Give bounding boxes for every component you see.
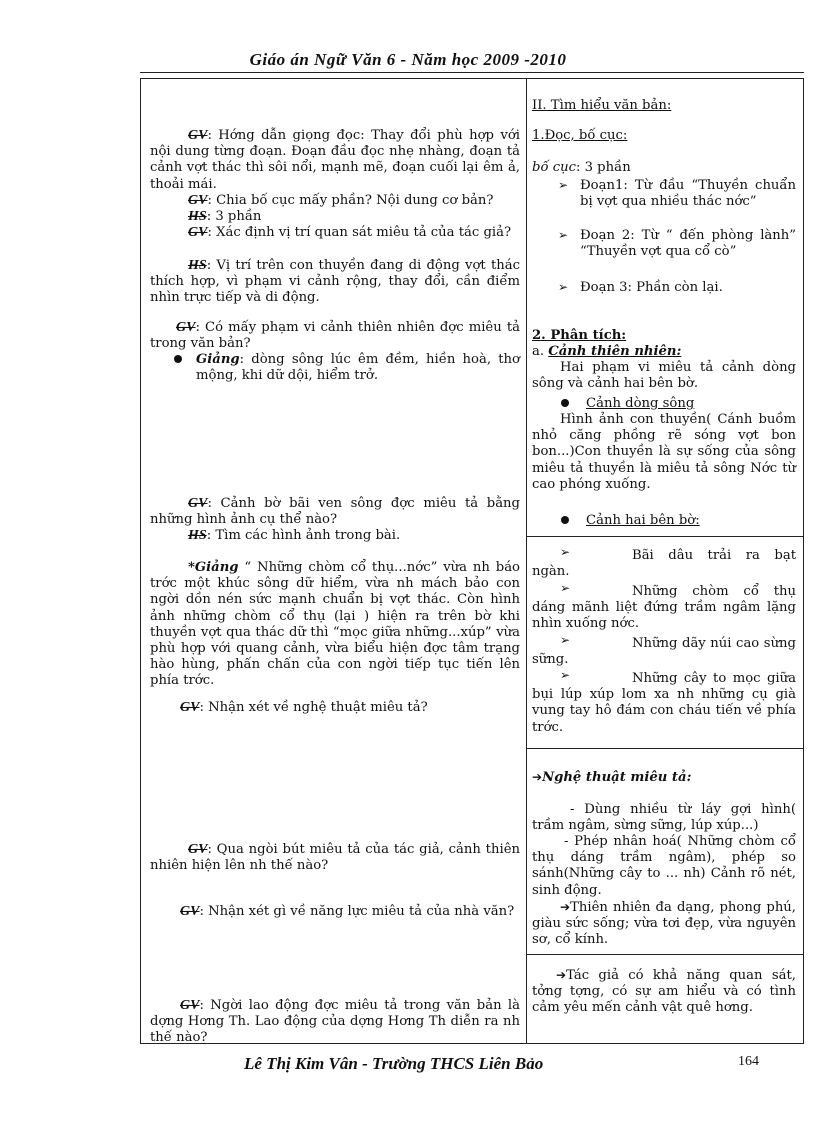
bullet-icon	[174, 355, 182, 363]
left-p7: GV: Cảnh bờ bãi ven sông đợc miêu tả bằng những hình ảnh cụ thể nào?	[150, 496, 520, 528]
arrow-right-icon: ➔	[532, 770, 543, 784]
nature-heading: a. Cảnh thiên nhiên:	[532, 344, 682, 359]
left-p11: GV: Nhận xét gì về năng lực miêu tả của nhà văn?	[180, 904, 515, 919]
column-divider	[526, 78, 527, 1044]
bullet-icon	[561, 399, 569, 407]
left-giang2: *Giảng “ Những chòm cổ thụ...nớc” vừa nh báo trớc một khúc sông dữ hiểm, vừa nh mách bảo con ngời dồn nén sức mạnh chuẩn bị vợt thác. Còn hình ảnh những chòm cổ thụ (lại ) hiện ra trên bờ khi thuyền vợt qua thác dữ thì “mọc giữa những...xúp” vừa phù hợp với quang cảnh, vừa biểu hiện đợc tâm trạng hào hùng, phấn chấn của con ngời tiếp tục tiến lên phía trớc.	[150, 560, 520, 689]
page-footer: Lê Thị Kim Vân - Trường THCS Liên Bảo	[244, 1054, 544, 1073]
bank-1: Bãi dâu trải ra bạt ngàn.	[532, 548, 796, 580]
arrow-bullet-icon: ➢	[558, 178, 569, 192]
left-p10: GV: Qua ngòi bút miêu tả của tác giả, cảnh thiên nhiên hiện lên nh thế nào?	[150, 842, 520, 874]
left-p2: GV: Chia bố cục mấy phần? Nội dung cơ bản?	[188, 193, 494, 208]
subsection-heading: 1.Đọc, bố cục:	[532, 128, 628, 143]
arrow-bullet-icon: ➢	[558, 280, 569, 294]
left-p6: GV: Có mấy phạm vi cảnh thiên nhiên đợc miêu tả trong văn bản?	[150, 320, 520, 352]
left-p1: GV: Hớng dẫn giọng đọc: Thay đổi phù hợp với nội dung từng đoạn. Đoạn đầu đọc nhẹ nhàng, đoạn tả cảnh vợt thác thì sôi nổi, mạnh mẽ, đoạn cuối lại êm ả, thoải mái.	[150, 128, 520, 192]
left-p3: HS: 3 phần	[188, 209, 262, 224]
page-header: Giáo án Ngữ Văn 6 - Năm học 2009 -2010	[249, 50, 567, 69]
left-giang1: Giảng: dòng sông lúc êm đềm, hiền hoà, thơ mộng, khi dữ dội, hiểm trở.	[196, 352, 520, 384]
art-1: - Dùng nhiều từ láy gợi hình( trầm ngâm, sừng sững, lúp xúp...)	[532, 802, 796, 834]
row-divider	[527, 954, 804, 955]
arrow-bullet-icon: ➢	[560, 545, 571, 559]
left-p5: HS: Vị trí trên con thuyền đang di động vợt thác thích hợp, vì phạm vi cảnh rộng, thay đổi, cần điểm nhìn trực tiếp và di động.	[150, 258, 520, 306]
arrow-bullet-icon: ➢	[560, 668, 571, 682]
row-divider	[527, 748, 804, 749]
arrow-right-icon: ➔	[556, 968, 567, 982]
row-divider	[527, 536, 804, 537]
art-3: ➔Thiên nhiên đa dạng, phong phú, giàu sức sống; vừa tơi đẹp, vừa nguyên sơ, cổ kính.	[532, 900, 796, 948]
bank-heading: Cảnh hai bên bờ:	[586, 513, 700, 528]
art-4: ➔Tác giả có khả năng quan sát, tởng tợng, có sự am hiểu và có tình cảm yêu mến cảnh vật quê hơng.	[532, 968, 796, 1016]
doan-3: Đoạn 3: Phần còn lại.	[580, 280, 723, 295]
river-text: Hình ảnh con thuyền( Cánh buồm nhỏ căng phồng rẽ sóng vợt bon bon...)Con thuyền là sự sống của sông miêu tả thuyền là miêu tả sông Nớc từ cao phóng xuống.	[532, 412, 796, 492]
doan-1: Đoạn1: Từ đầu “Thuyền chuẩn bị vợt qua nhiều thác nớc”	[580, 178, 796, 210]
gv-label: GV	[188, 128, 208, 143]
bank-2: Những chòm cổ thụ dáng mãnh liệt đứng trầm ngâm lặng nhìn xuống nớc.	[532, 584, 796, 632]
hs-label: HS	[188, 209, 207, 224]
art-heading: ➔Nghệ thuật miêu tả:	[532, 770, 692, 785]
left-p4: GV: Xác định vị trí quan sát miêu tả của tác giả?	[188, 225, 512, 240]
left-p12: GV: Ngời lao động đợc miêu tả trong văn bản là dợng Hơng Th. Lao động của dợng Hơng Th diễn ra nh thế nào?	[150, 998, 520, 1046]
arrow-bullet-icon: ➢	[558, 228, 569, 242]
left-p9: GV: Nhận xét về nghệ thuật miêu tả?	[180, 700, 428, 715]
arrow-right-icon: ➔	[560, 900, 571, 914]
arrow-bullet-icon: ➢	[560, 581, 571, 595]
bullet-icon	[561, 516, 569, 524]
analysis-heading: 2. Phân tích:	[532, 328, 627, 343]
arrow-bullet-icon: ➢	[560, 633, 571, 647]
bo-cuc: bố cục: 3 phần	[532, 160, 631, 175]
nature-text: Hai phạm vi miêu tả cảnh dòng sông và cảnh hai bên bờ.	[532, 360, 796, 392]
header-rule	[140, 72, 804, 73]
bank-4: Những cây to mọc giữa bụi lúp xúp lom xa nh những cụ già vung tay hô đám con cháu tiến về phía trớc.	[532, 671, 796, 735]
art-2: - Phép nhân hoá( Những chòm cổ thụ dáng trầm ngâm), phép so sánh(Những cây to ... nh) Cảnh rõ nét, sinh động.	[532, 834, 796, 898]
left-p8: HS: Tìm các hình ảnh trong bài.	[188, 528, 401, 543]
section-heading: II. Tìm hiểu văn bản:	[532, 98, 672, 113]
page-number: 164	[738, 1054, 759, 1069]
doan-2: Đoạn 2: Từ “ đến phòng lành” “Thuyền vợt qua cổ cò”	[580, 228, 796, 260]
river-heading: Cảnh dòng sông	[586, 396, 695, 411]
bank-3: Những dãy núi cao sừng sững.	[532, 636, 796, 668]
